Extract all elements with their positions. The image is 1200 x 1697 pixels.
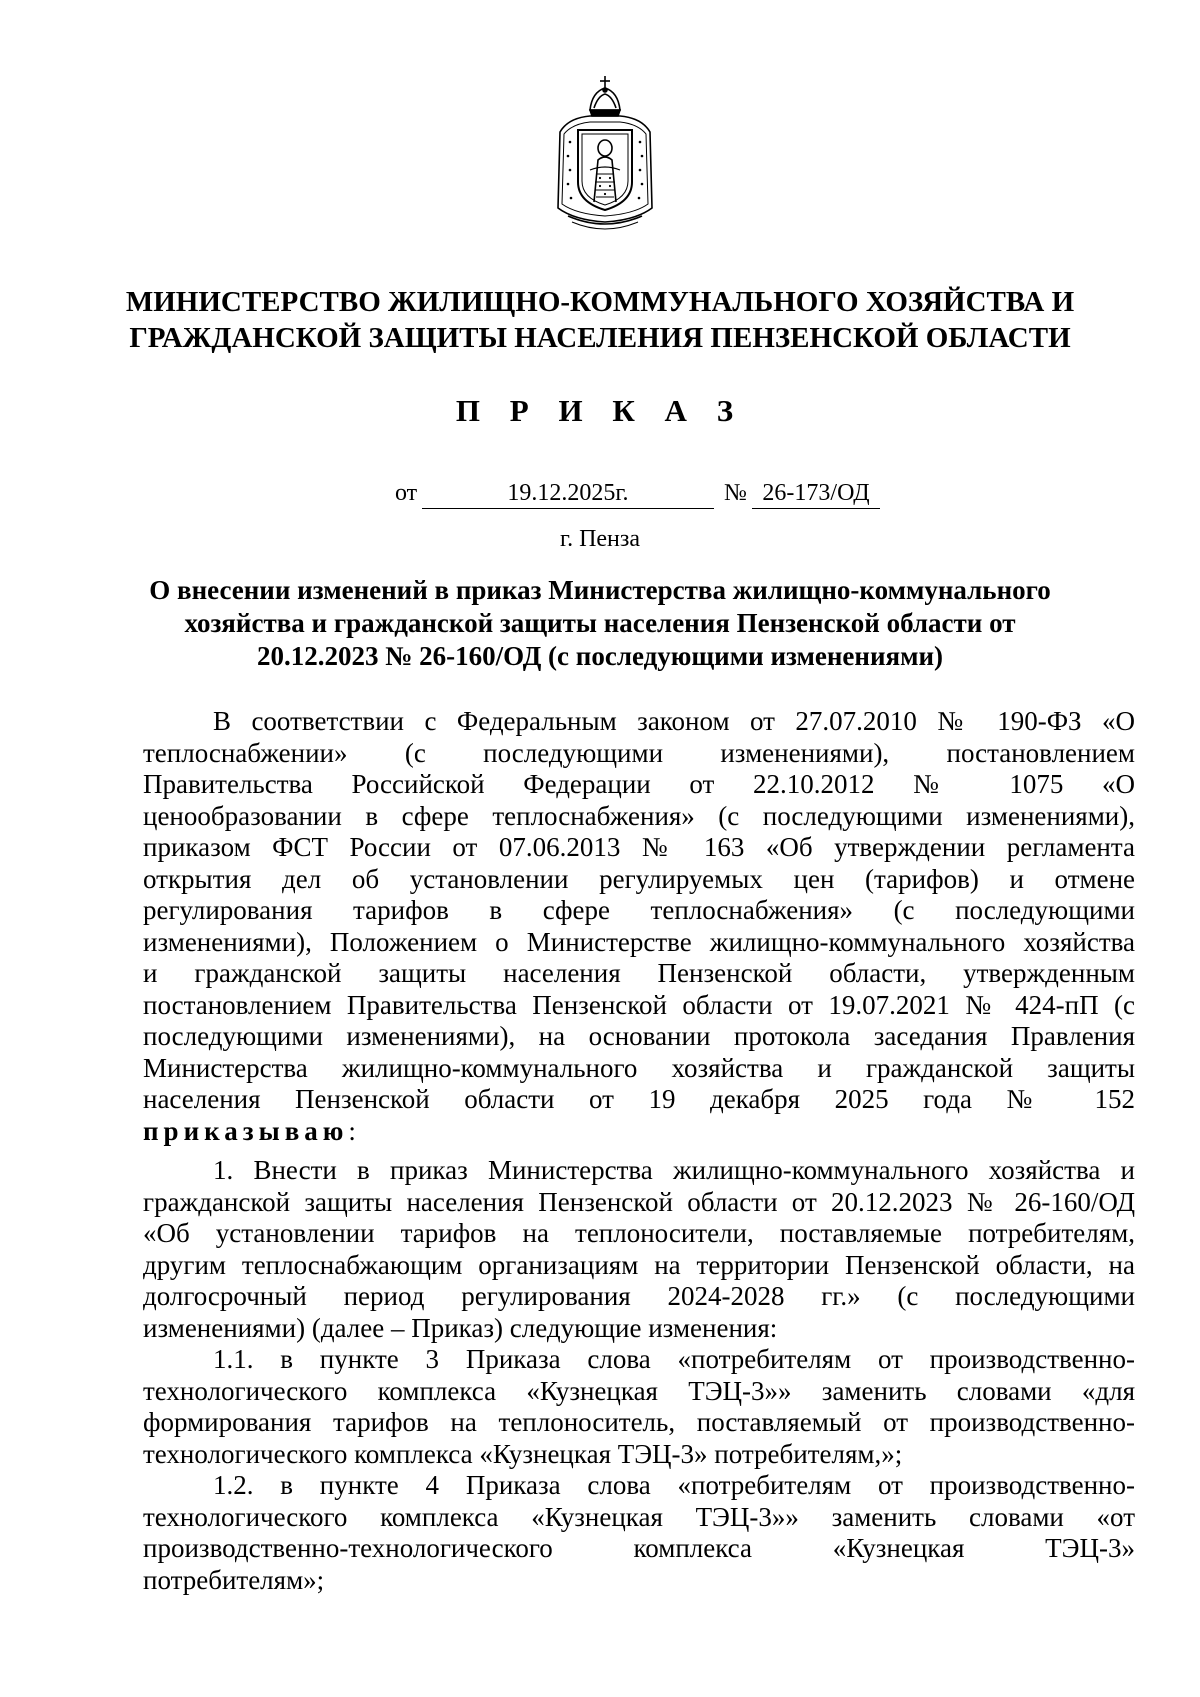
ministry-header: [100, 284, 1100, 356]
body-line: населения Пензенской области от 19 декабря 2025 года № 152: [143, 1084, 1135, 1114]
item-1-line: гражданской защиты населения Пензенской области от 20.12.2023 № 26-160/ОД: [143, 1186, 1135, 1217]
item-1-1-line: формирования тарифов на теплоноситель, поставляемый от производственно-: [143, 1407, 1135, 1437]
item-1-line: изменениями) (далее – Приказ) следующие изменения:: [143, 1312, 778, 1343]
date-prefix: от: [395, 480, 418, 506]
title-line: хозяйства и гражданской защиты населения Пензенской области от: [184, 608, 1016, 638]
document-title: [140, 574, 1060, 673]
item-1-line: другим теплоснабжающим организациям на территории Пензенской области, на: [143, 1249, 1135, 1280]
document-type: П Р И К А З: [455, 393, 745, 428]
body-line: и гражданской защиты населения Пензенской области, утвержденным: [143, 958, 1135, 988]
body-line: В соответствии с Федеральным законом от 27.07.2010 № 190-ФЗ «О: [213, 706, 1135, 736]
body-line: постановлением Правительства Пензенской области от 19.07.2021 № 424-пП (с: [143, 989, 1135, 1020]
item-1-line: 1. Внести в приказ Министерства жилищно-коммунального хозяйства и: [213, 1155, 1135, 1185]
title-line: 20.12.2023 № 26-160/ОД (с последующими изменениями): [256, 641, 944, 671]
item-1-line: долгосрочный период регулирования 2024-2028 гг.» (с последующими: [143, 1281, 1135, 1311]
date-number-row: [0, 478, 1200, 514]
body-line: последующими изменениями), на основании протокола заседания Правления: [143, 1021, 1135, 1051]
city: г. Пенза: [559, 526, 641, 552]
order-verb-suffix: :: [348, 1115, 356, 1146]
item-1-2-line: производственно-технологического комплекса «Кузнецкая ТЭЦ-3»: [143, 1533, 1135, 1563]
body-line: открытия дел об установлении регулируемых цен (тарифов) и отмене: [143, 863, 1135, 894]
body-line: теплоснабжении» (с последующими изменениями), постановлением: [143, 737, 1135, 768]
order-date: 19.12.2025г.: [422, 478, 714, 509]
body-line: регулирования тарифов в сфере теплоснабжения» (с последующими: [143, 895, 1135, 925]
title-line: О внесении изменений в приказ Министерства жилищно-коммунального: [149, 575, 1051, 605]
body-line: ценообразовании в сфере теплоснабжения» (с последующими изменениями),: [143, 800, 1135, 831]
item-1-2-line: технологического комплекса «Кузнецкая ТЭЦ-3»» заменить словами «от: [143, 1501, 1135, 1532]
ministry-line-2: ГРАЖДАНСКОЙ ЗАЩИТЫ НАСЕЛЕНИЯ ПЕНЗЕНСКОЙ ОБЛАСТИ: [129, 322, 1071, 354]
order-verb-line: [143, 1116, 1135, 1148]
body-line: приказом ФСТ России от 07.06.2013 № 163 «Об утверждении регламента: [143, 832, 1135, 862]
order-number: 26-173/ОД: [752, 478, 880, 509]
body-line: Правительства Российской Федерации от 22.10.2012 № 1075 «О: [143, 769, 1135, 799]
item-1-2-line: потребителям»;: [143, 1564, 325, 1595]
item-1-line: «Об установлении тарифов на теплоносители, поставляемые потребителям,: [143, 1218, 1135, 1248]
item-1-2-line: 1.2. в пункте 4 Приказа слова «потребителям от производственно-: [213, 1470, 1135, 1500]
body-line: Министерства жилищно-коммунального хозяйства и гражданской защиты: [143, 1052, 1135, 1083]
item-1-1-line: технологического комплекса «Кузнецкая ТЭЦ-3» потребителям,»;: [143, 1438, 903, 1469]
item-1-1-line: 1.1. в пункте 3 Приказа слова «потребителям от производственно-: [213, 1344, 1135, 1374]
order-verb: приказываю: [143, 1115, 349, 1146]
number-sign: №: [724, 480, 747, 506]
coat-of-arms-emblem: [546, 70, 664, 233]
body-line: изменениями), Положением о Министерстве жилищно-коммунального хозяйства: [143, 926, 1135, 957]
ministry-line-1: МИНИСТЕРСТВО ЖИЛИЩНО-КОММУНАЛЬНОГО ХОЗЯЙСТВА И: [125, 286, 1075, 318]
document-body: [143, 706, 1135, 1596]
item-1-1-line: технологического комплекса «Кузнецкая ТЭЦ-3»» заменить словами «для: [143, 1375, 1135, 1406]
